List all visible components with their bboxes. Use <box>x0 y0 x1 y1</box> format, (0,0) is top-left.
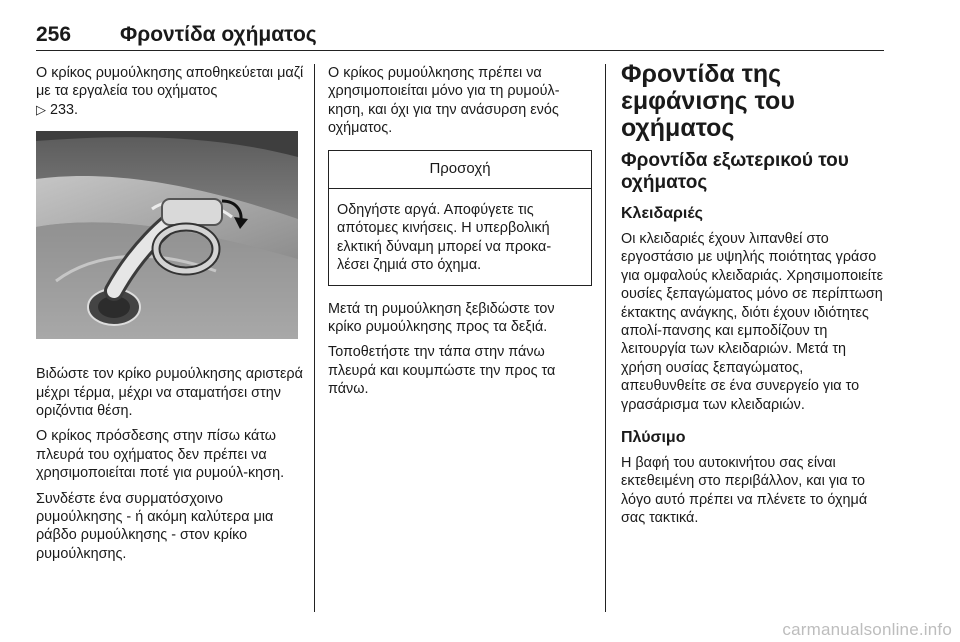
washing-paragraph: Η βαφή του αυτοκινήτου σας είναι εκτεθειμένη στο περιβάλλον, και για το λόγο αυτό πρέπει να πλένετε το όχημά σας τακτικά. <box>621 455 868 527</box>
column-divider <box>605 64 606 612</box>
caution-box <box>328 150 592 286</box>
body-paragraph: Ο κρίκος πρόσδεσης στην πίσω κάτω πλευρά του οχήματος δεν πρέπει να χρησιμοποιείται ποτέ για ρυμούλ-κηση. <box>36 428 285 482</box>
section-heading: Φροντίδα της εμφάνισης του οχήματος <box>621 60 795 142</box>
reference-arrow-icon: ▷ <box>36 101 46 117</box>
caution-text: Οδηγήστε αργά. Αποφύγετε τις απότομες κινήσεις. Η υπερβολική ελκτική δύναμη μπορεί να προκα-λέσει ζημιά στο όχημα. <box>337 202 552 274</box>
subsection-heading: Φροντίδα εξωτερικού του οχήματος <box>621 150 849 193</box>
washing-heading: Πλύσιμο <box>621 429 686 447</box>
body-paragraph: Συνδέστε ένα συρματόσχοινο ρυμούλκησης - ή ακόμη καλύτερα μια ράβδο ρυμούλκησης - στον κρίκο ρυμούλκησης. <box>36 490 274 562</box>
locks-paragraph: Οι κλειδαριές έχουν λιπανθεί στο εργοστάσιο με υψηλής ποιότητας γράσο για ομφαλούς κλειδαριάς. Χρησιμοποιείτε ουσίες ξεπαγώματος μόνο σε περίπτωση έκτακτης ανάγκης, διότι έχουν ιδιότητες απολί-πανσης και εμποδίζουν τη λειτουργία των κλειδαριών. Μετά τη χρήση ουσίας ξεπαγώματος, απευθυνθείτε σε ένα συνεργείο για το γρασάρισμα των κλειδαριών. <box>621 231 884 413</box>
locks-heading: Κλειδαριές <box>621 205 703 222</box>
intro-paragraph <box>36 64 304 119</box>
page-title: Φροντίδα οχήματος <box>120 23 317 46</box>
intro-text: Ο κρίκος ρυμούλκησης αποθηκεύεται μαζί με τα εργαλεία του οχήματος <box>36 65 304 100</box>
caution-heading: Προσοχή <box>329 151 591 189</box>
column-3 <box>621 60 889 535</box>
column-divider <box>314 64 315 612</box>
watermark-text: carmanualsonline.info <box>782 620 952 639</box>
page-reference-link[interactable]: 233. <box>50 101 79 118</box>
column-2 <box>328 64 592 406</box>
towing-eye-illustration <box>36 131 298 339</box>
body-paragraph: Βιδώστε τον κρίκο ρυμούλκησης αριστερά μέχρι τέρμα, μέχρι να σταματήσει στην οριζόντια θέση. <box>36 366 303 420</box>
body-paragraph: Τοποθετήστε την τάπα στην πάνω πλευρά και κουμπώστε την προς τα πάνω. <box>328 344 556 398</box>
body-paragraph: Μετά τη ρυμούλκηση ξεβιδώστε τον κρίκο ρυμούλκησης προς τα δεξιά. <box>328 300 555 336</box>
body-paragraph: Ο κρίκος ρυμούλκησης πρέπει να χρησιμοποιείται μόνο για τη ρυμούλ-κηση, και όχι για την ανάσυρση ενός οχήματος. <box>328 65 560 137</box>
page-number: 256 <box>36 23 72 46</box>
column-1 <box>36 64 304 570</box>
page-header <box>36 20 884 51</box>
